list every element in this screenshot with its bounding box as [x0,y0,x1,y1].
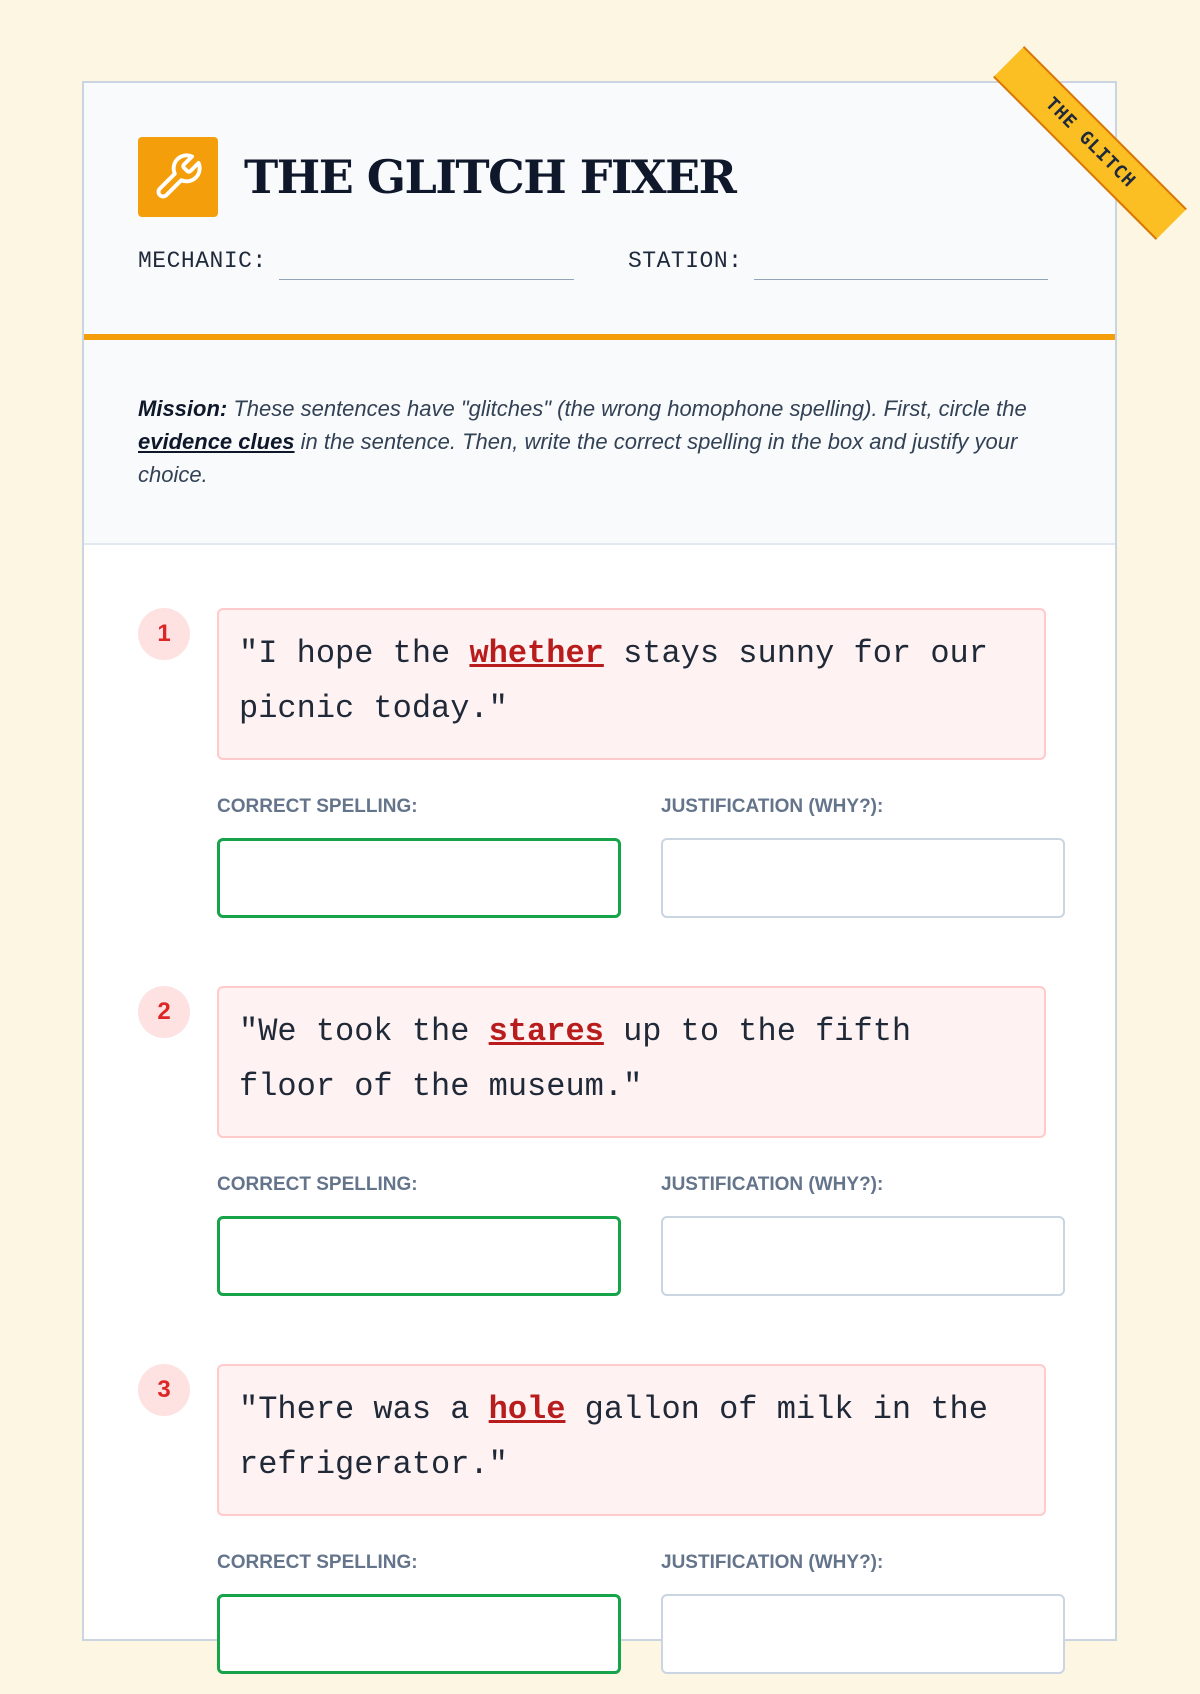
sentence-before: "There was a [239,1391,489,1428]
mechanic-field[interactable] [279,279,574,280]
item-number: 2 [138,986,190,1038]
sentence-after: up to the fifth floor of the museum." [239,1013,912,1105]
mechanic-label: MECHANIC: [138,248,267,274]
glitch-item [84,1364,1115,1694]
ribbon-label: THE GLITCH [993,46,1187,240]
item-number: 3 [138,1364,190,1416]
justification-input[interactable] [661,838,1065,918]
glitch-sentence [217,1364,1046,1516]
station-field[interactable] [754,279,1048,280]
justification-label: JUSTIFICATION (WHY?): [661,796,884,817]
correct-spelling-input[interactable] [217,1594,621,1674]
correct-spelling-label: CORRECT SPELLING: [217,1174,418,1195]
justification-label: JUSTIFICATION (WHY?): [661,1552,884,1573]
glitch-word: whether [469,635,604,672]
sentence-after: gallon of milk in the refrigerator." [239,1391,988,1483]
correct-spelling-label: CORRECT SPELLING: [217,1552,418,1573]
wrench-icon [138,137,218,217]
sentence-after: stays sunny for our picnic today." [239,635,988,727]
worksheet-header [84,83,1140,340]
corner-ribbon [955,83,1140,243]
correct-spelling-input[interactable] [217,838,621,918]
glitch-sentence [217,986,1046,1138]
mission-lead: Mission: [138,396,228,421]
justification-label: JUSTIFICATION (WHY?): [661,1174,884,1195]
mission-highlight: evidence clues [138,429,295,454]
sentence-before: "I hope the [239,635,470,672]
correct-spelling-label: CORRECT SPELLING: [217,796,418,817]
mission-panel [84,340,1115,545]
station-label: STATION: [628,248,743,274]
page-title: THE GLITCH FIXER [244,150,736,204]
justification-input[interactable] [661,1594,1065,1674]
worksheet [82,81,1140,1641]
glitch-item [84,608,1115,938]
item-number: 1 [138,608,190,660]
glitch-word: stares [488,1013,604,1050]
glitch-sentence [217,608,1046,760]
mission-text-part-2: in the sentence. Then, write the correct spelling in the box and justify your choice. [138,429,1018,487]
sentence-before: "We took the [239,1013,489,1050]
mission-text [138,392,1038,491]
justification-input[interactable] [661,1216,1065,1296]
mission-text-part-1: These sentences have "glitches" (the wrong homophone spelling). First, circle the [227,396,1027,421]
correct-spelling-input[interactable] [217,1216,621,1296]
glitch-word: hole [488,1391,566,1428]
glitch-item [84,986,1115,1316]
